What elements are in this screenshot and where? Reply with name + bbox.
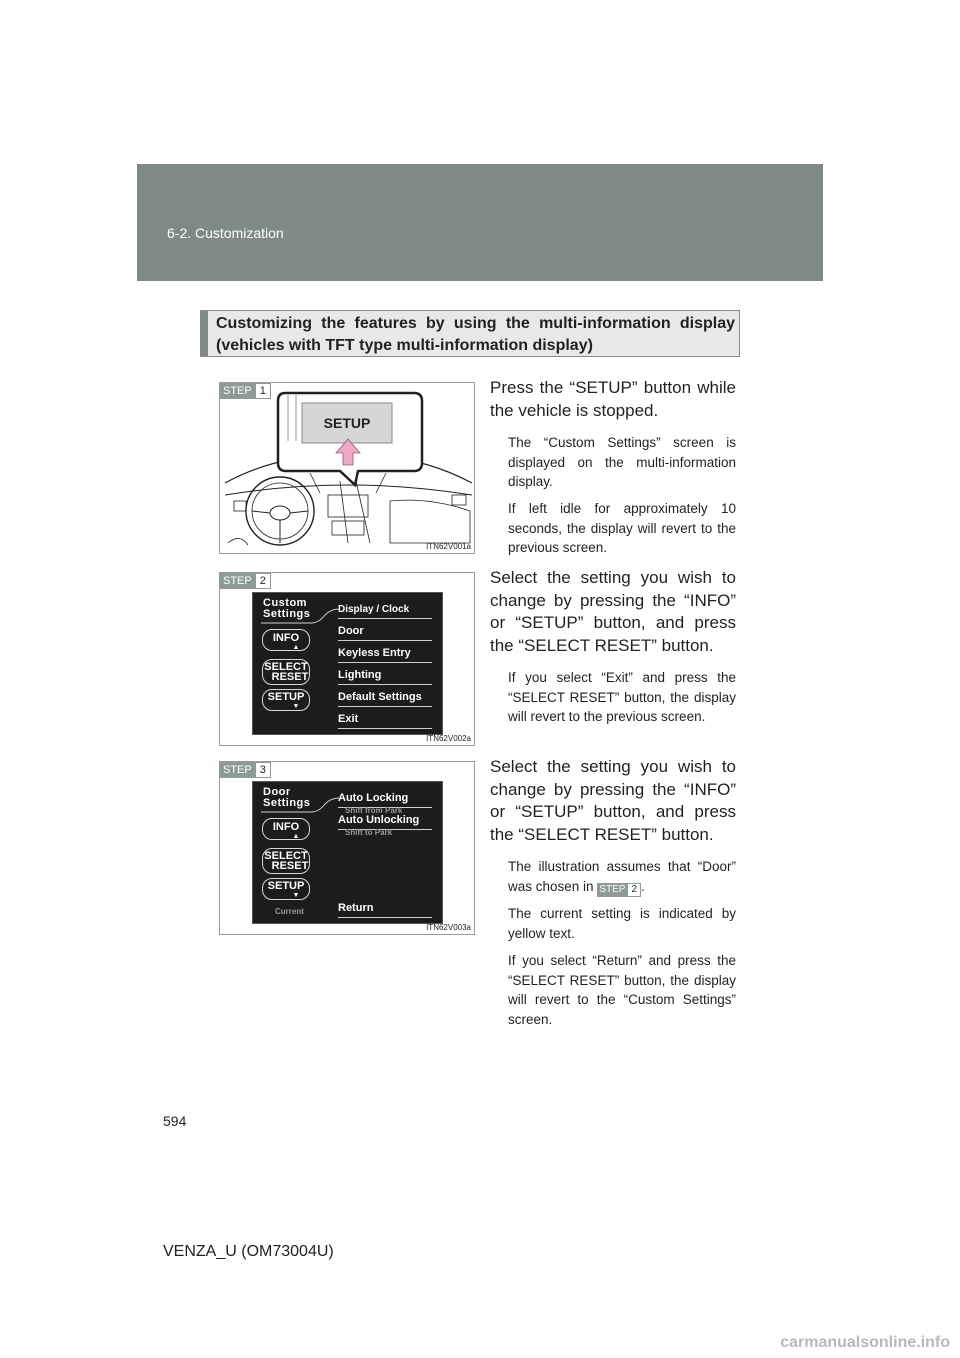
reset-label: RESET — [271, 860, 309, 872]
setup-label: SETUP — [267, 880, 305, 892]
mid-screen — [252, 592, 443, 735]
screen-title-line: Settings — [263, 608, 311, 620]
step-3-note — [508, 857, 736, 897]
setup-button-label: SETUP — [323, 415, 371, 431]
note-text: The illustration assumes that “Door” was chosen in — [508, 859, 736, 894]
info-label: INFO — [272, 821, 300, 833]
note-text: . — [641, 878, 645, 894]
menu-item: Exit — [338, 713, 432, 729]
reset-label: RESET — [271, 671, 309, 683]
figure-step-1 — [219, 382, 475, 554]
mid-screen — [252, 781, 443, 924]
setup-button — [262, 878, 310, 900]
inline-step-badge — [597, 883, 641, 897]
step-2-heading: Select the setting you wish to change by pressing the “INFO” or “SETUP” button, and press the “SELECT RESET” button. — [490, 568, 736, 655]
figure-code: ITN62V001a — [426, 542, 471, 551]
step-3-heading: Select the setting you wish to change by pressing the “INFO” or “SETUP” button, and press the “SELECT RESET” button. — [490, 757, 736, 844]
figure-step-3 — [219, 761, 475, 935]
menu-item: Return — [338, 902, 432, 918]
step-1-heading: Press the “SETUP” button while the vehicle is stopped. — [490, 378, 736, 420]
watermark: carmanualsonline.info — [780, 1334, 950, 1351]
menu-sub-item: Shift from Park — [345, 806, 403, 815]
current-label: Current — [275, 907, 304, 916]
select-reset-button — [262, 659, 310, 685]
figure-step-2 — [219, 572, 475, 746]
inline-step-label: STEP — [599, 883, 626, 895]
section-heading-box — [200, 310, 740, 357]
menu-item: Display / Clock — [338, 603, 432, 619]
select-reset-button — [262, 848, 310, 874]
step-badge-label: STEP — [220, 573, 255, 589]
inline-step-number: 2 — [627, 883, 641, 897]
page-number: 594 — [163, 1113, 187, 1129]
step-badge-number: 1 — [255, 383, 271, 399]
step-badge — [220, 383, 271, 399]
step-1-note: If left idle for approximately 10 seconds, the display will revert to the previous screen. — [508, 501, 736, 555]
step-badge-label: STEP — [220, 383, 255, 399]
screen-title-line: Door — [263, 786, 291, 798]
menu-item: Auto Locking — [338, 792, 432, 808]
figure-code: ITN62V003a — [426, 923, 471, 932]
step-3-note: If you select “Return” and press the “SELECT RESET” button, the display will revert to the “Custom Settings” screen. — [508, 953, 736, 1027]
menu-sub-item: Shift to Park — [345, 828, 393, 837]
menu-item: Lighting — [338, 669, 432, 685]
info-label: INFO — [272, 632, 300, 644]
step-badge — [220, 573, 271, 589]
step-badge-label: STEP — [220, 762, 255, 778]
select-label: SELECT — [264, 661, 308, 673]
header-band — [137, 164, 823, 281]
setup-button — [262, 689, 310, 711]
figure-code: ITN62V002a — [426, 734, 471, 743]
menu-item: Keyless Entry — [338, 647, 432, 663]
step-badge-number: 2 — [255, 573, 271, 589]
down-arrow-icon: ▼ — [292, 703, 300, 710]
menu-item: Default Settings — [338, 691, 432, 707]
step-2-note: If you select “Exit” and press the “SELECT RESET” button, the display will revert to the previous screen. — [508, 670, 736, 724]
section-heading: Customizing the features by using the multi-information display (vehicles with TFT type multi-information display) — [216, 315, 735, 354]
section-title: 6-2. Customization — [167, 225, 284, 241]
info-button — [262, 818, 310, 840]
info-button — [262, 629, 310, 651]
step-1-note: The “Custom Settings” screen is displayed on the multi-information display. — [508, 435, 736, 489]
step-badge — [220, 762, 271, 778]
down-arrow-icon: ▼ — [292, 892, 300, 899]
footer-doc-id: VENZA_U (OM73004U) — [163, 1243, 334, 1260]
menu-item: Auto Unlocking — [338, 814, 432, 830]
step-badge-number: 3 — [255, 762, 271, 778]
screen-title-line: Settings — [263, 797, 311, 809]
up-arrow-icon: ▲ — [292, 833, 300, 840]
setup-label: SETUP — [267, 691, 305, 703]
menu-item: Door — [338, 625, 432, 641]
heading-accent-bar — [201, 311, 208, 356]
dashboard-illustration — [220, 383, 475, 554]
screen-title-line: Custom — [263, 597, 307, 609]
step-3-note: The current setting is indicated by yellow text. — [508, 906, 736, 941]
select-label: SELECT — [264, 850, 308, 862]
up-arrow-icon: ▲ — [292, 644, 300, 651]
